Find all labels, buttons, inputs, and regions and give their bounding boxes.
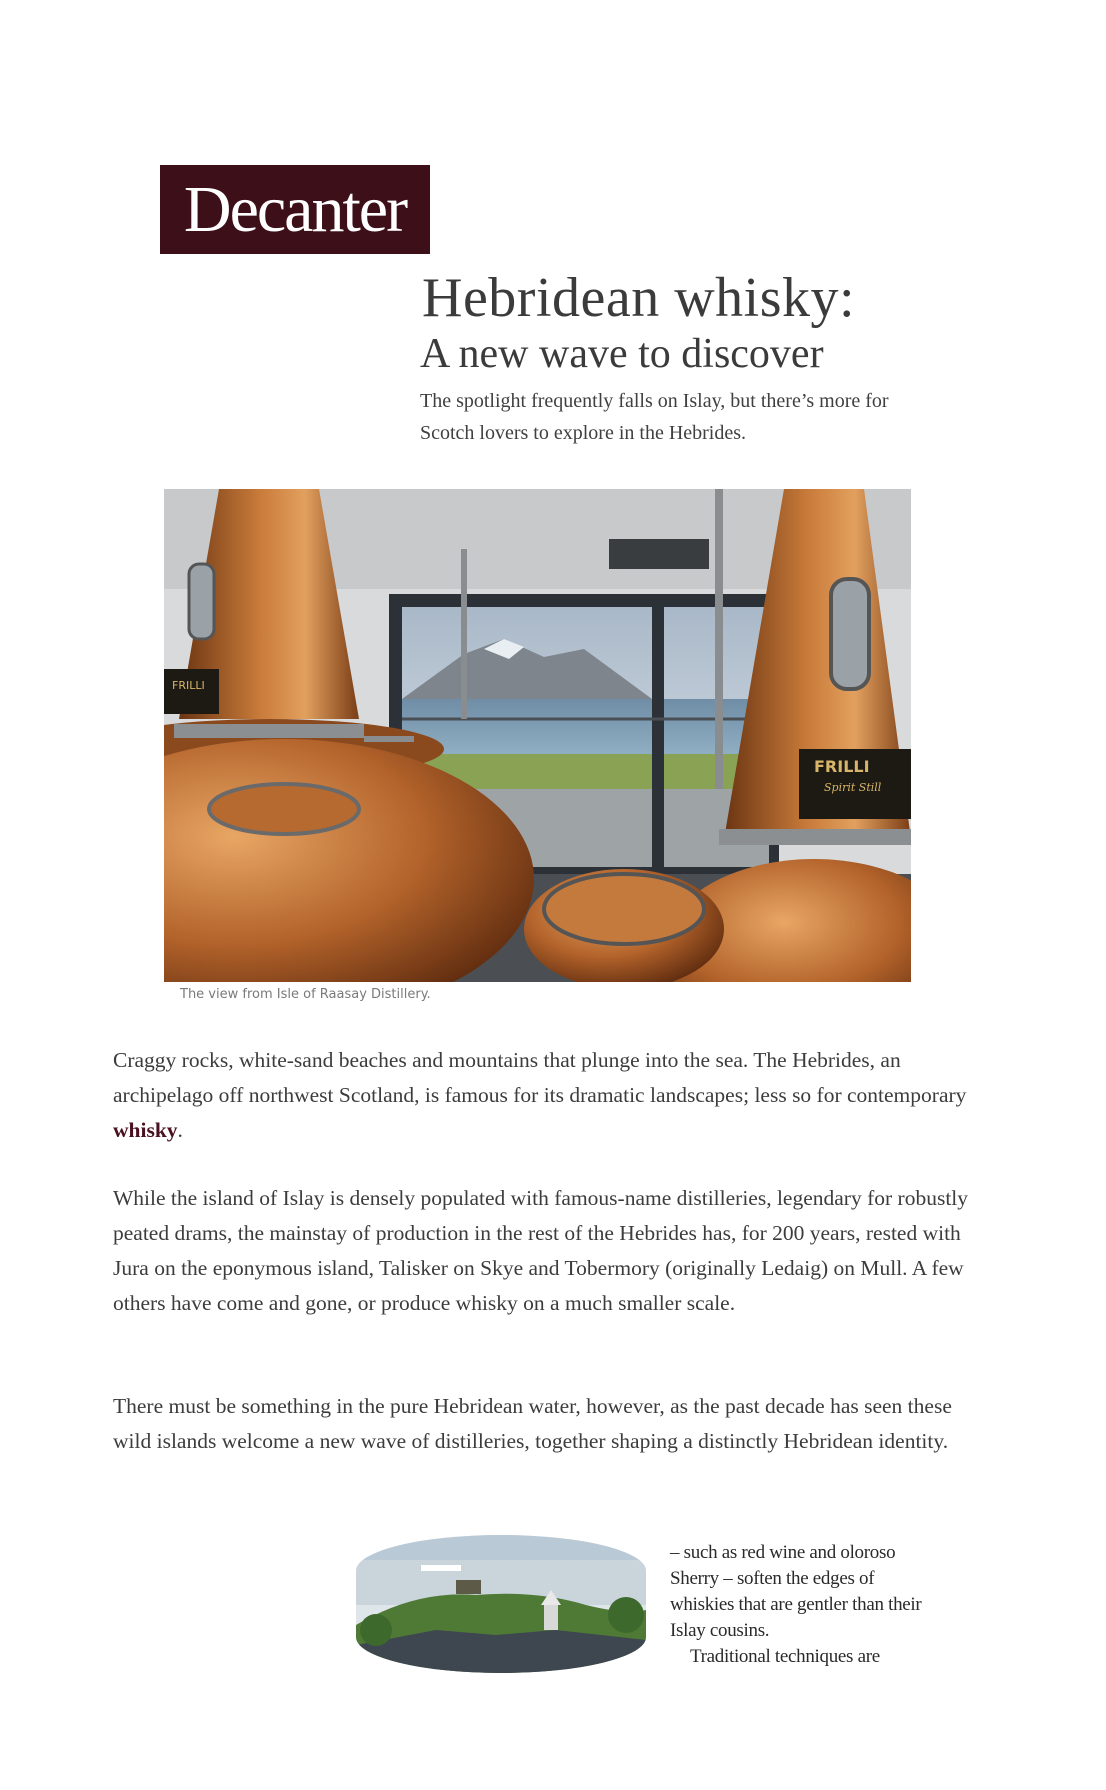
hero-image (164, 489, 911, 982)
snippet-text (670, 1540, 940, 1670)
body-paragraph-2: While the island of Islay is densely populated with famous-name distilleries, legendary for robustly peated drams, the mainstay of production in the rest of the Hebrides has, for 200 years, rested with Jura on the eponymous island, Talisker on Skye and Tobermory (originally Ledaig) on Mull. A few others have come and gone, or produce whisky on a much smaller scale. (113, 1186, 969, 1315)
inset-photo (356, 1535, 646, 1673)
p1-text: Craggy rocks, white-sand beaches and mountains that plunge into the sea. The Hebrides, an archipelago off northwest Scotland, is famous for its dramatic landscapes; less so for contemporary (113, 1048, 967, 1107)
snippet-line-2: Traditional techniques are (690, 1646, 880, 1667)
snippet-line-1: – such as red wine and oloroso Sherry – soften the edges of whiskies that are gentler than their Islay cousins. (670, 1542, 922, 1641)
body-paragraph-3: There must be something in the pure Hebridean water, however, as the past decade has seen these wild islands welcome a new wave of distilleries, together shaping a distinctly Hebridean identity. (113, 1394, 952, 1453)
right-still-plate: FRILLI (814, 757, 870, 776)
left-still-plate: FRILLI (172, 679, 205, 692)
logo-text: Decanter (183, 172, 407, 246)
whisky-link[interactable]: whisky (113, 1118, 178, 1142)
hero-caption: The view from Isle of Raasay Distillery. (180, 987, 431, 1002)
article-standfirst: The spotlight frequently falls on Islay, but there’s more for Scotch lovers to explore in the Hebrides. (420, 390, 889, 444)
body-paragraph-1 (113, 1043, 993, 1148)
distillery-illustration (164, 489, 911, 982)
article-title: Hebridean whisky: (422, 267, 856, 329)
article-subtitle: A new wave to discover (420, 331, 824, 377)
p1-tail: . (177, 1118, 183, 1142)
island-illustration (356, 1535, 646, 1673)
decanter-logo[interactable] (160, 165, 430, 254)
right-still-line: Spirit Still (824, 781, 882, 794)
